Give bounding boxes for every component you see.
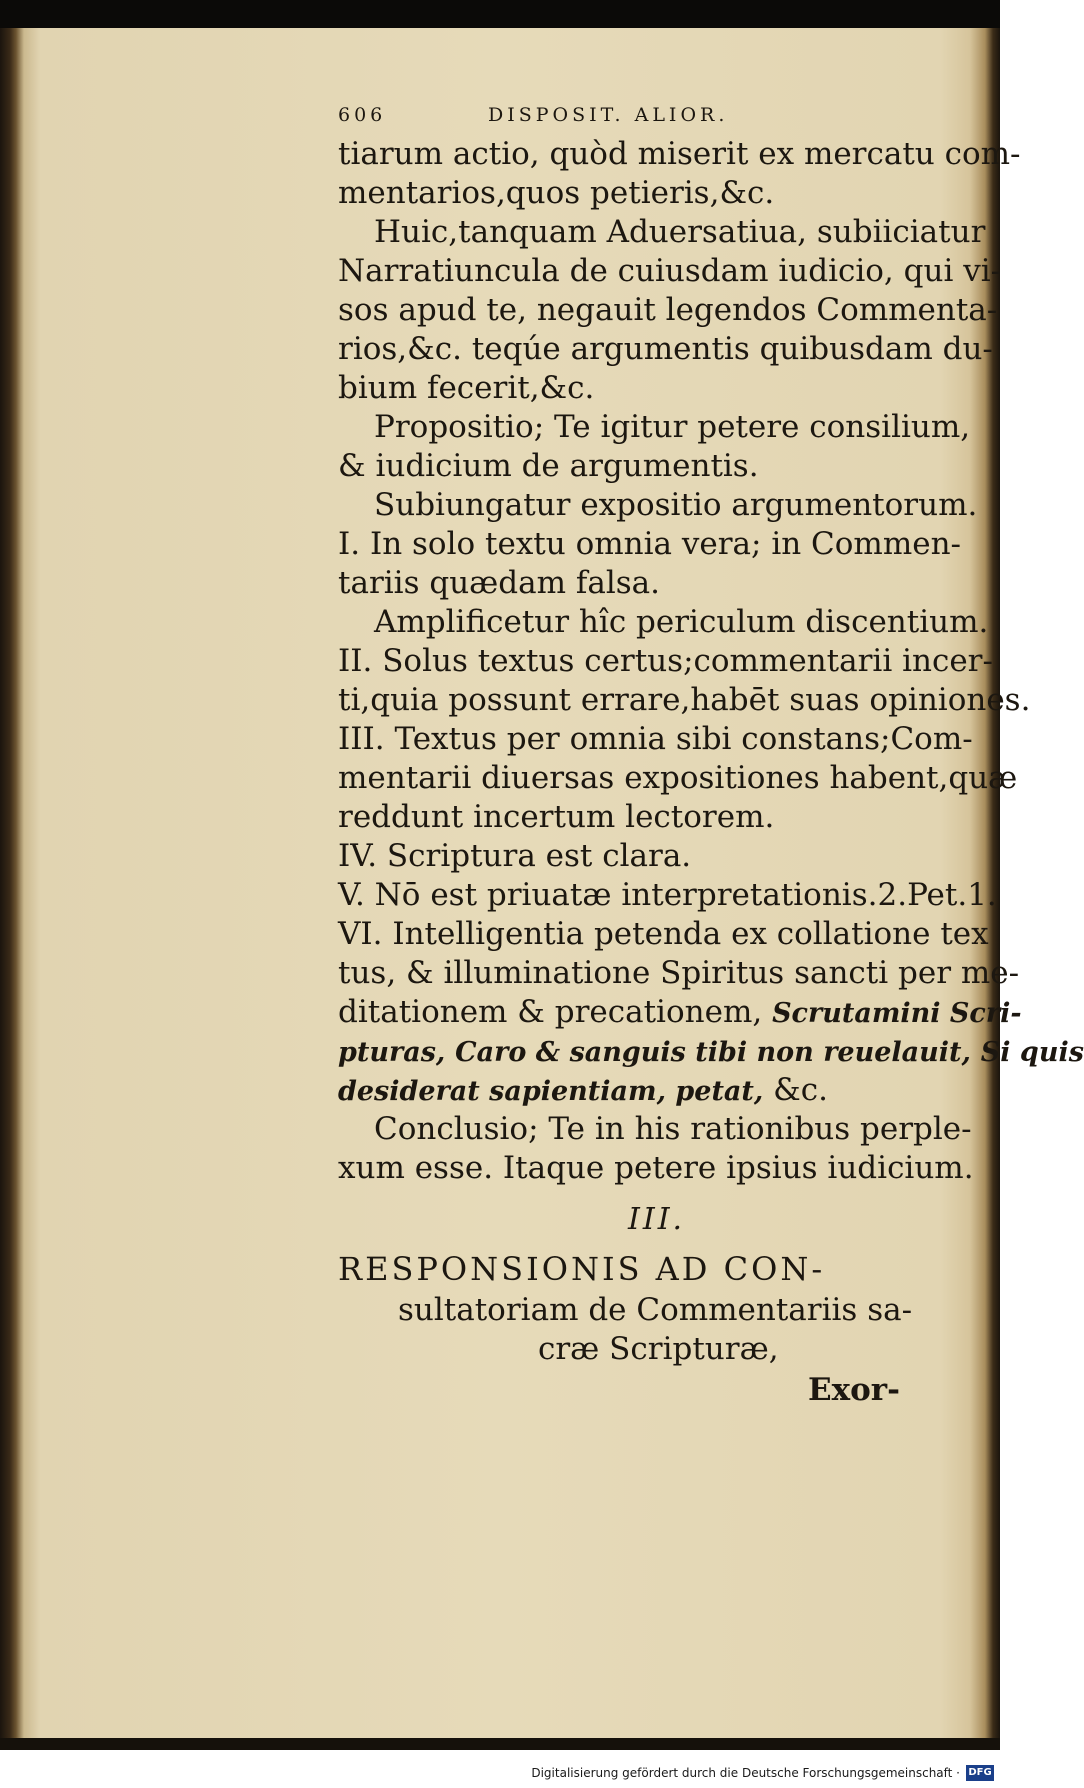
italic-quote: pturas, <box>338 1037 446 1068</box>
section-heading-line: cræ Scripturæ, <box>538 1331 779 1367</box>
text-line: ti,quia possunt errare,habēt suas opiniones. <box>338 682 1031 718</box>
text-line: Amplificetur hîc periculum discentium. <box>374 604 989 640</box>
text-line: II. Solus textus certus;commentarii incer- <box>338 643 993 679</box>
section-heading-line: sultatoriam de Commentariis sa- <box>398 1292 913 1328</box>
text-fragment: &c. <box>773 1072 828 1108</box>
text-line: I. In solo textu omnia vera; in Commen- <box>338 526 962 562</box>
dfg-logo: DFG <box>966 1765 994 1781</box>
text-line <box>338 994 1022 1032</box>
text-line <box>338 1033 1084 1071</box>
book-page <box>28 34 1084 1734</box>
italic-quote: Scrutamini Scri- <box>772 998 1022 1029</box>
page-number: 606 <box>338 104 387 126</box>
text-line: tiarum actio, quòd miserit ex mercatu com- <box>338 136 1021 172</box>
text-line: VI. Intelligentia petenda ex collatione tex <box>338 916 989 952</box>
catchword: Exor- <box>808 1372 900 1408</box>
text-line: Narratiuncula de cuiusdam iudicio, qui vi- <box>338 253 1002 289</box>
text-line: sos apud te, negauit legendos Commenta- <box>338 292 998 328</box>
text-line: tariis quædam falsa. <box>338 565 660 601</box>
text-line: Huic,tanquam Aduersatiua, subiiciatur <box>374 214 986 250</box>
digitization-footer <box>0 1760 1000 1788</box>
funding-credit: Digitalisierung gefördert durch die Deutsche Forschungsgemeinschaft · <box>531 1766 960 1780</box>
section-number: III. <box>628 1202 686 1237</box>
text-fragment: ditationem & precationem, <box>338 994 763 1030</box>
conclusio-line: Conclusio; Te in his rationibus perple- <box>374 1111 972 1147</box>
text-line: IV. Scriptura est clara. <box>338 838 692 874</box>
text-line: mentarii diuersas expositiones habent,quæ <box>338 760 1018 796</box>
text-line: reddunt incertum lectorem. <box>338 799 775 835</box>
italic-quote: Caro & sanguis tibi non reuelauit, <box>455 1037 971 1068</box>
text-line: V. Nō est priuatæ interpretationis.2.Pet.1. <box>338 877 997 913</box>
text-line: Subiungatur expositio argumentorum. <box>374 487 978 523</box>
section-heading: RESPONSIONIS AD CON- <box>338 1250 826 1288</box>
text-line: III. Textus per omnia sibi constans;Com- <box>338 721 973 757</box>
running-head <box>338 100 978 134</box>
text-line: Propositio; Te igitur petere consilium, <box>374 409 971 445</box>
running-head-title: DISPOSIT. ALIOR. <box>488 104 729 126</box>
text-line: & iudicium de argumentis. <box>338 448 759 484</box>
text-line: bium fecerit,&c. <box>338 370 595 406</box>
text-line: mentarios,quos petieris,&c. <box>338 175 775 211</box>
text-line <box>338 1072 828 1110</box>
conclusio-line: xum esse. Itaque petere ipsius iudicium. <box>338 1150 974 1186</box>
text-line: rios,&c. teqúe argumentis quibusdam du- <box>338 331 993 367</box>
text-line: tus, & illuminatione Spiritus sancti per me- <box>338 955 1020 991</box>
italic-quote: Si quis <box>980 1037 1084 1068</box>
italic-quote: desiderat sapientiam, petat, <box>338 1076 764 1107</box>
